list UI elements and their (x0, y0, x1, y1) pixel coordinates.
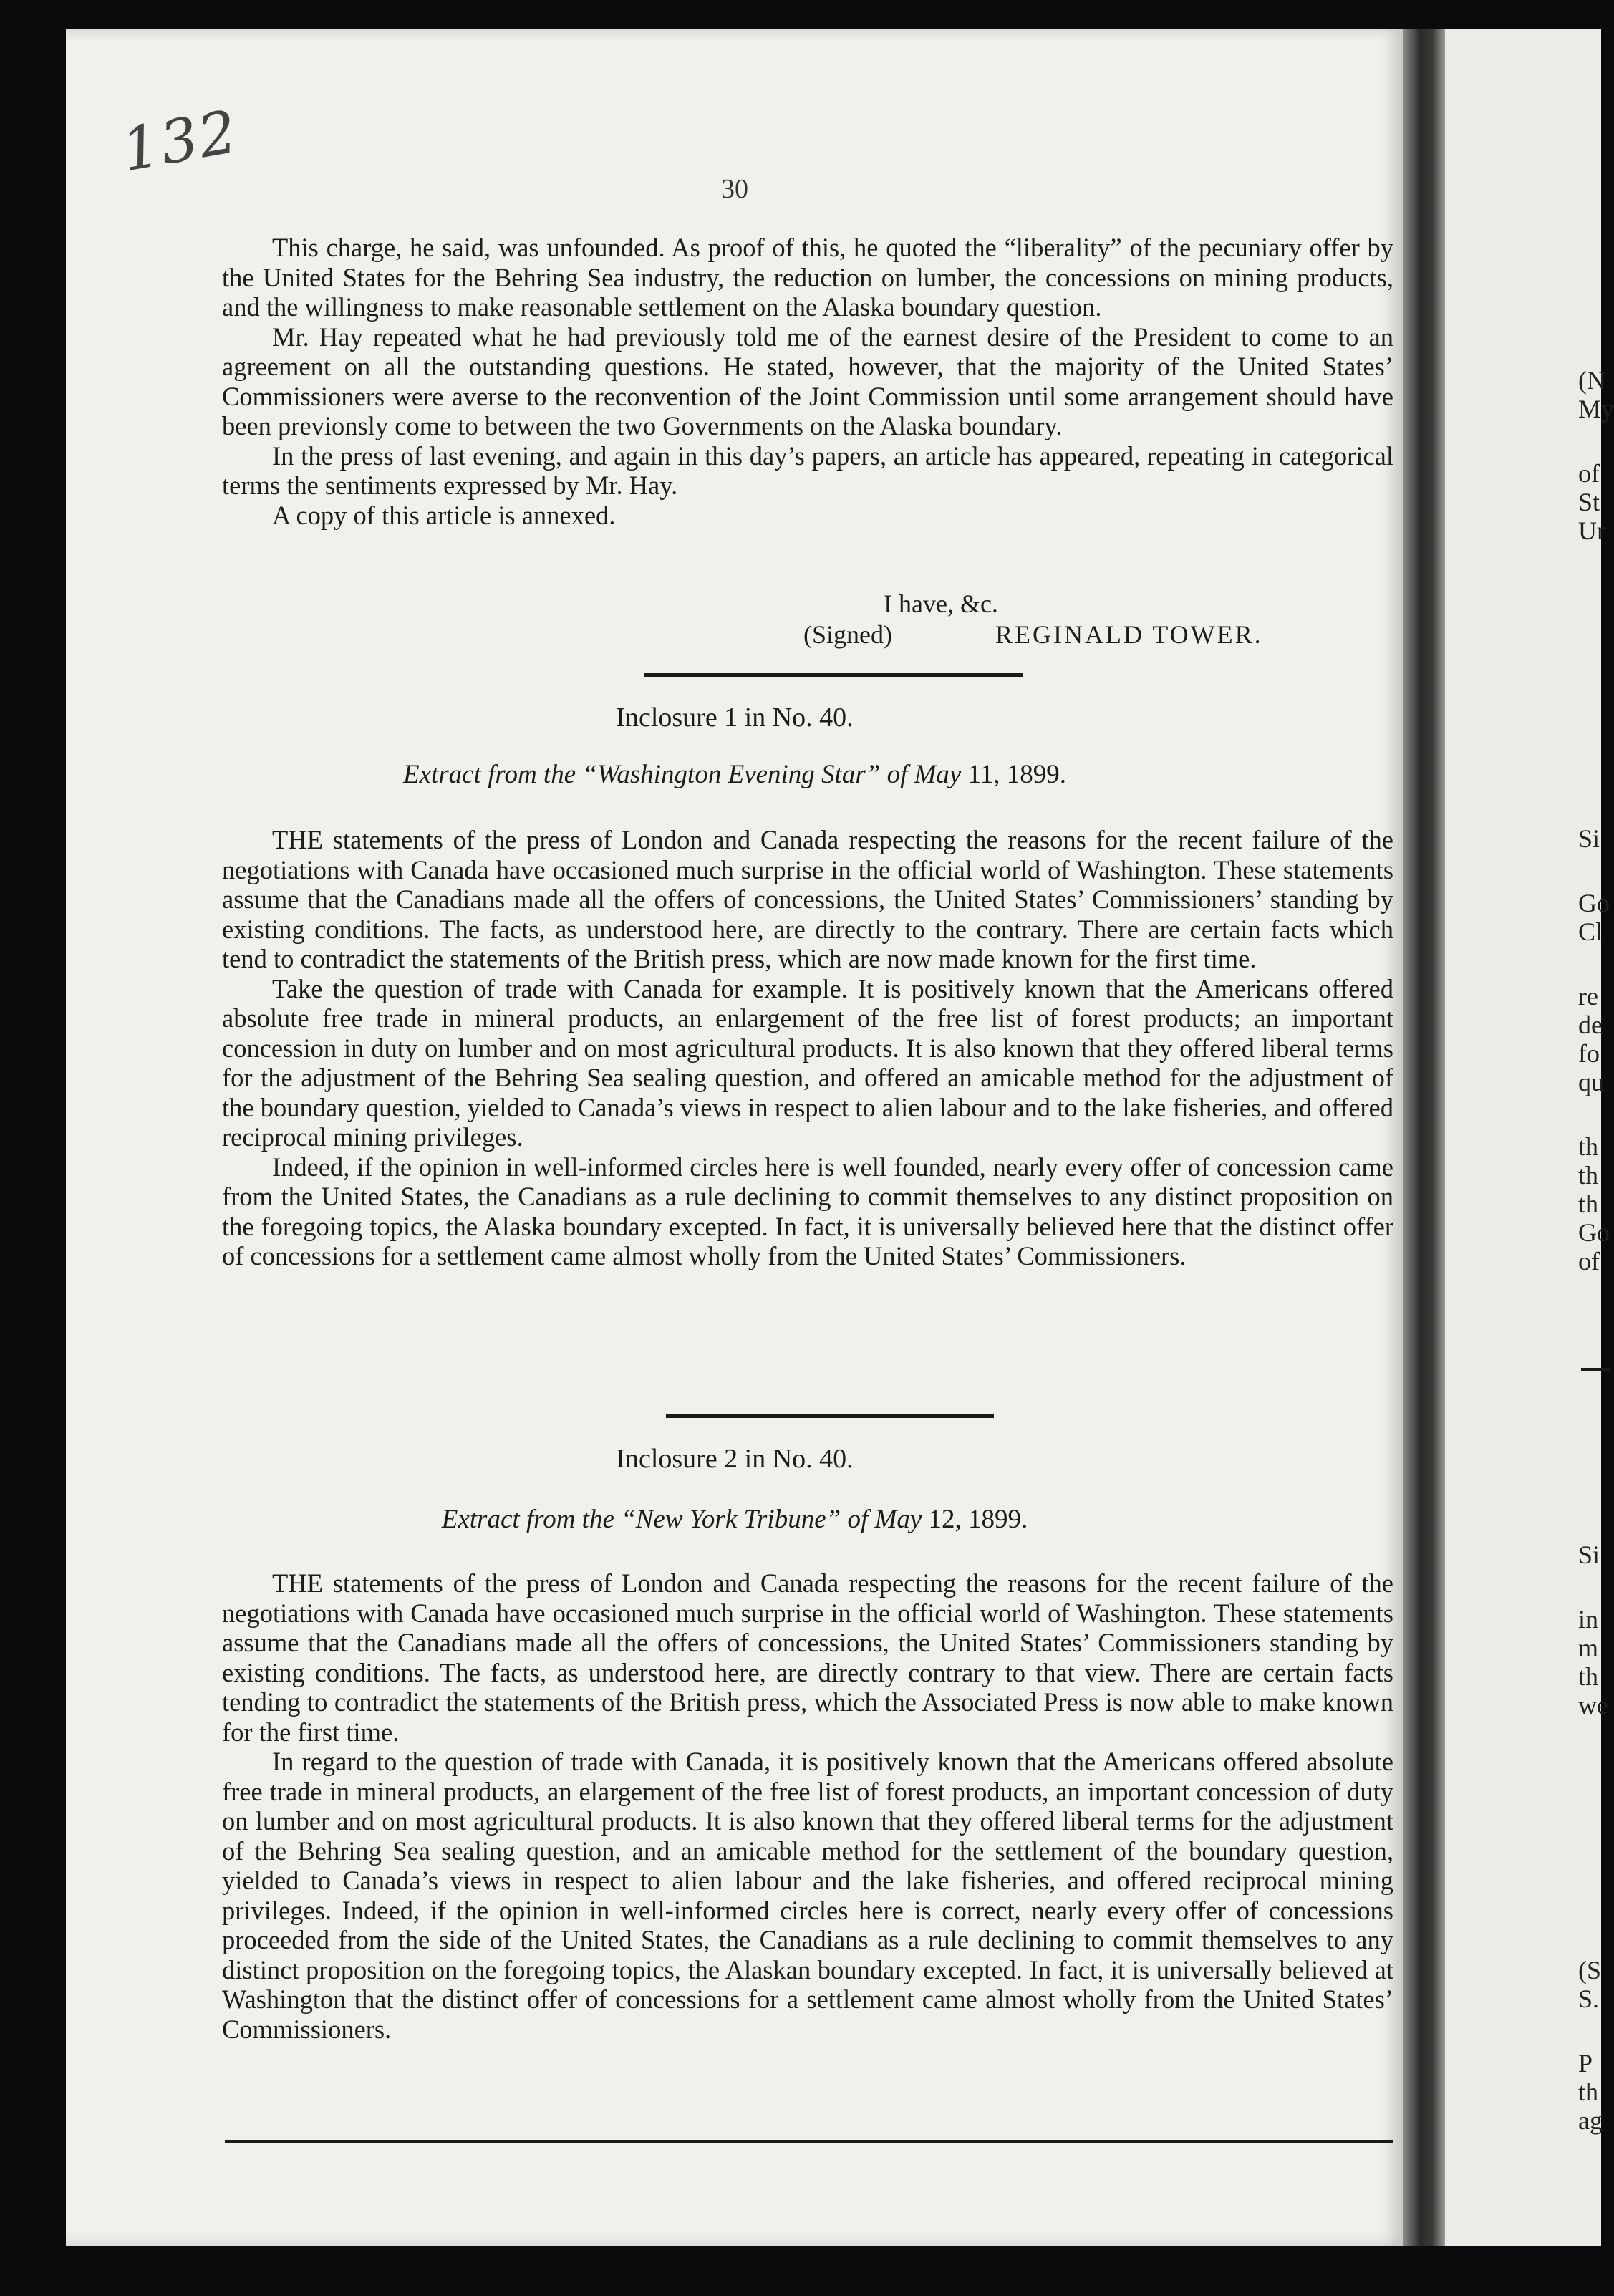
facing-page-fragment: of (1578, 1247, 1600, 1275)
end-rule (225, 2140, 1393, 2143)
inclosure-2-body (222, 1568, 1393, 2044)
facing-page-fragment: we (1578, 1691, 1608, 1719)
facing-page-fragment: (N (1578, 366, 1605, 395)
facing-page-fragment: S. (1578, 1984, 1600, 2013)
page-number: 30 (721, 174, 748, 204)
facing-page-fragment: qu (1578, 1068, 1604, 1096)
inclosure-1-heading: Inclosure 1 in No. 40. (616, 703, 854, 733)
paragraph: Mr. Hay repeated what he had previously told me of the earnest desire of the President to come to an agreement on all the outstanding questions. He stated, however, that the majority of the United States’ Commissioners were averse to the reconvention of the Joint Commission until some arrangement should have been previonsly come to between the two Governments on the Alaska boundary. (222, 322, 1393, 440)
facing-page-edge (1445, 29, 1614, 2246)
paragraph: In regard to the question of trade with Canada, it is positively known that the Americans offered absolute free trade in mineral products, an elargement of the free list of forest products, an important concession of duty on lumber and on most agricultural products. It is also known that they offered liberal terms for the adjustment of the Behring Sea sealing question, and an amicable method for the settlement of the boundary question, yielded to Canada’s views in respect to alien labour and the lake fisheries, and offered reciprocal mining privileges. Indeed, if the opinion in well-informed circles here is correct, nearly every offer of concessions proceeded from the side of the United States, the Canadians as a rule declining to commit themselves to any distinct proposition on the foregoing topics, the Alaskan boundary excepted. In fact, it is universally believed at Washington that the distinct offer of concessions for a settlement came almost wholly from the United States’ Commissioners. (222, 1747, 1393, 2044)
facing-page-fragment: Ur (1578, 516, 1605, 545)
inclosure-2-source: Extract from the “New York Tribune” of May 12, 1899. (441, 1505, 1028, 1534)
inclosure-2-heading: Inclosure 2 in No. 40. (616, 1444, 854, 1474)
facing-page-fragment: th (1578, 1161, 1599, 1190)
facing-page-fragment: Go (1578, 1218, 1610, 1247)
facing-page-fragment: in (1578, 1605, 1599, 1634)
book-gutter (1403, 29, 1445, 2246)
facing-page-fragment: th (1578, 1132, 1599, 1161)
signed-label: (Signed) (803, 620, 892, 649)
facing-page-fragment: re (1578, 982, 1598, 1010)
facing-page-fragment: St (1578, 488, 1600, 516)
inclosure-1-source: Extract from the “Washington Evening Star” of May 11, 1899. (402, 760, 1066, 789)
paragraph: In the press of last evening, and again in this day’s papers, an article has appeared, repeating in categorical terms the sentiments expressed by Mr. Hay. (222, 440, 1393, 500)
section-divider (666, 1414, 994, 1418)
facing-page-rule (1581, 1368, 1610, 1371)
document-page (66, 29, 1403, 2246)
paragraph: Take the question of trade with Canada for example. It is positively known that the Americans offered absolute free trade in mineral products, an enlargement of the free list of forest products; an important concession in duty on lumber and on most agricultural products. It is also known that they offered liberal terms for the adjustment of the Behring Sea sealing question, and offered an amicable method for the adjustment of the boundary question, yielded to Canada’s views in respect to alien labour and to the lake fisheries, and offered reciprocal mining privileges. (222, 973, 1393, 1152)
facing-page-fragment: Si (1578, 1540, 1600, 1569)
section-divider (644, 673, 1023, 677)
facing-page-fragment: fo (1578, 1039, 1600, 1068)
paragraph: THE statements of the press of London and Canada respecting the reasons for the recent failure of the negotiations with Canada have occasioned much surprise in the official world of Washington. These statements assume that the Canadians made all the offers of concessions, the United States’ Commissioners standing by existing conditions. The facts, as understood here, are directly contrary to that view. There are certain facts tending to contradict the statements of the British press, which the Associated Press is now able to make known for the first time. (222, 1568, 1393, 1747)
facing-page-fragment: Go (1578, 889, 1610, 917)
letter-body (222, 233, 1393, 530)
paragraph: Indeed, if the opinion in well-informed circles here is well founded, nearly every offer of concession came from the United States, the Canadians as a rule declining to commit themselves to any distinct proposition on the foregoing topics, the Alaska boundary excepted. In fact, it is universally believed here that the distinct offer of concessions for a settlement came almost wholly from the United States’ Commissioners. (222, 1152, 1393, 1270)
facing-page-fragment: P (1578, 2049, 1593, 2078)
facing-page-fragment: My (1578, 395, 1614, 423)
facing-page-fragment: Si (1578, 824, 1600, 853)
paragraph: This charge, he said, was unfounded. As proof of this, he quoted the “liberality” of the pecuniary offer by the United States for the Behring Sea industry, the reduction on lumber, the concessions on mining products, and the willingness to make reasonable settlement on the Alaska boundary question. (222, 233, 1393, 322)
paragraph: A copy of this article is annexed. (272, 500, 616, 530)
facing-page-fragment: ag (1578, 2106, 1603, 2135)
inclosure-1-body (222, 825, 1393, 1271)
facing-page-fragment: th (1578, 1190, 1599, 1218)
closing-line: I have, &c. (884, 589, 998, 618)
signatory-name: REGINALD TOWER. (995, 620, 1263, 649)
facing-page-fragment: th (1578, 1662, 1599, 1691)
facing-page-fragment: of (1578, 459, 1600, 488)
facing-page-fragment: de (1578, 1010, 1603, 1039)
facing-page-fragment: m (1578, 1634, 1599, 1662)
paragraph: THE statements of the press of London and Canada respecting the reasons for the recent failure of the negotiations with Canada have occasioned much surprise in the official world of Washington. These statements assume that the Canadians made all the offers of concessions, the United States’ Commissioners’ standing by existing conditions. The facts, as understood here, are directly to the contrary. There are certain facts which tend to contradict the statements of the British press, which are now made known for the first time. (222, 825, 1393, 973)
facing-page-fragment: th (1578, 2078, 1599, 2106)
facing-page-fragment: Cl (1578, 917, 1603, 946)
handwritten-page-mark: 132 (116, 97, 243, 185)
facing-page-fragment: (S (1578, 1956, 1602, 1984)
